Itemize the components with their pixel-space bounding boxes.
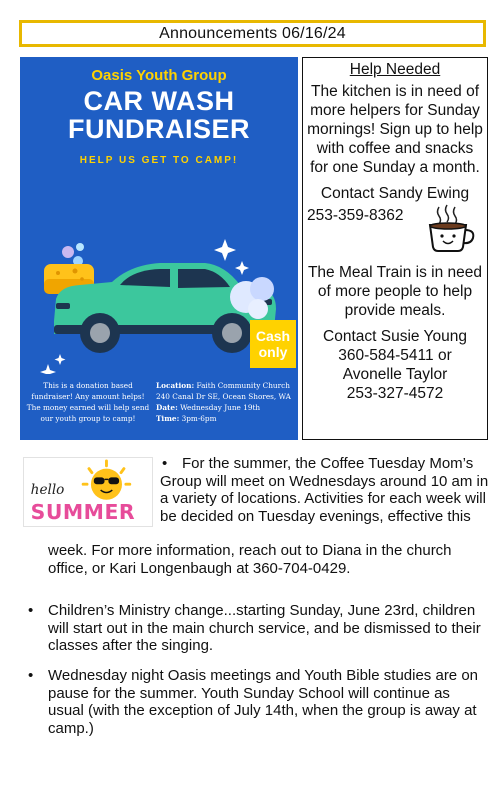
flyer-org: Oasis Youth Group	[91, 67, 227, 84]
contact-avonelle: Avonelle Taylor	[342, 366, 448, 383]
help-needed-box	[302, 57, 488, 440]
sun-icon	[83, 461, 130, 500]
phone-susie: 360-584-5411 or	[338, 347, 452, 364]
hello-text: hello	[30, 481, 65, 498]
announcement-item-2	[28, 602, 488, 655]
date-value: Wednesday June 19th	[180, 403, 261, 412]
announcement-item-1	[160, 455, 490, 525]
summer-text: SUMMER	[30, 500, 136, 525]
flyer-headline-line1: CAR WASH	[83, 86, 235, 116]
time-value: 3pm-6pm	[181, 414, 217, 423]
kitchen-text: The kitchen is in need of more helpers for Sunday mornings! Sign up to help with coffee and snacks for one Sunday a month.	[307, 83, 483, 176]
cash-line2: only	[258, 344, 288, 360]
flyer-event-details	[156, 380, 296, 424]
flyer-donation-info: This is a donation based fundraiser! Any amount helps! The money earned will help send our youth group to camp!	[26, 381, 150, 423]
phone-avonelle: 253-327-4572	[346, 385, 444, 402]
bullet-icon: •	[28, 602, 34, 619]
cash-line1: Cash	[255, 328, 291, 344]
hello-summer-logo	[23, 457, 153, 527]
bullet-icon: •	[162, 455, 168, 472]
announcement-item-1-continued: week. For more information, reach out to Diana in the church office, or Kari Longenbaugh at 360-704-0429.	[48, 542, 452, 577]
date-label: Date:	[156, 403, 178, 412]
item-2-text: Children’s Ministry change...starting Sunday, June 23rd, children will start out in the main church service, and be dismissed to their classes after the singing.	[48, 602, 481, 654]
item-1-text: For the summer, the Coffee Tuesday Mom’s Group will meet on Wednesdays around 10 am in a variety of locations. Activities for each week will be decided on Tuesday evenings, effective this	[160, 455, 489, 525]
contact-susie: Contact Susie Young	[323, 328, 467, 345]
announcement-item-3	[28, 667, 488, 737]
contact-sandy: Contact Sandy Ewing	[320, 185, 470, 202]
coffee-cup-icon	[425, 203, 477, 253]
title-text: Announcements 06/16/24	[159, 24, 346, 42]
location-value: Faith Community Church 240 Canal Dr SE, Ocean Shores, WA	[156, 381, 291, 401]
flyer-headline-line2: FUNDRAISER	[67, 114, 250, 144]
soap-bubbles	[62, 243, 84, 266]
phone-row	[303, 203, 487, 263]
time-label: Time:	[156, 414, 180, 423]
help-needed-heading: Help Needed	[349, 61, 441, 78]
flyer-headline	[20, 87, 298, 143]
bullet-icon: •	[28, 667, 34, 684]
cash-only-badge	[250, 320, 296, 368]
car-wash-flyer	[20, 57, 298, 440]
location-label: Location:	[156, 381, 195, 390]
flyer-tagline: HELP US GET TO CAMP!	[79, 155, 239, 166]
phone-sandy: 253-359-8362	[307, 207, 404, 224]
announcements-title	[19, 20, 486, 47]
item-3-text: Wednesday night Oasis meetings and Youth Bible studies are on pause for the summer. Youth Sunday School will continue as usual (with the exception of July 14th, when the group is away at camp.)	[48, 667, 479, 737]
meal-train-text: The Meal Train is in need of more people to help provide meals.	[307, 264, 483, 319]
